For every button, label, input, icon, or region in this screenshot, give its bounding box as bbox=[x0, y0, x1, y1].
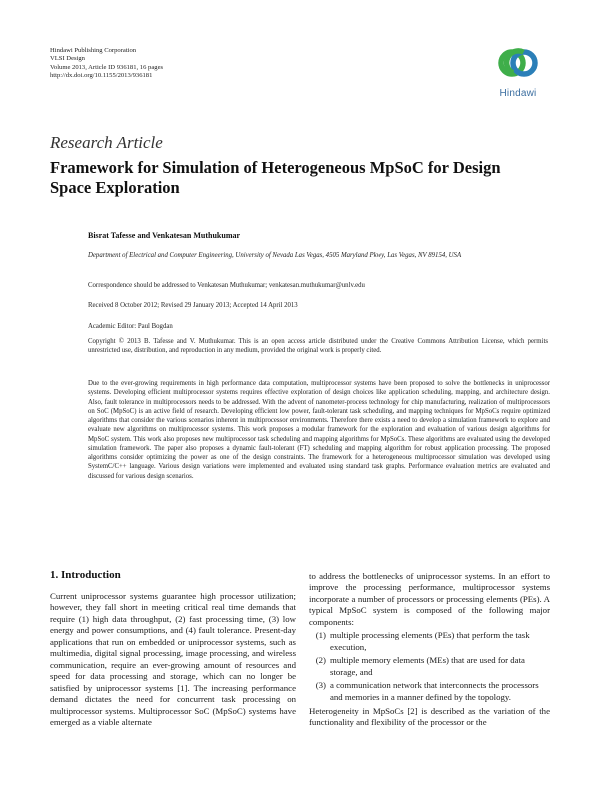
publication-info bbox=[50, 47, 163, 80]
journal-name: VLSI Design bbox=[50, 55, 85, 63]
list-item bbox=[309, 630, 550, 653]
list-item-text: a communication network that interconnects the processors and memories in a manner defined by the topology. bbox=[330, 680, 539, 702]
list-item-number: (2) bbox=[315, 655, 326, 666]
component-list bbox=[309, 630, 550, 703]
intro-paragraph-1: Current uniprocessor systems guarantee high processor utilization; however, they fall short in meeting critical real time demands that require (1) high data throughput, (2) fast processing time, (3) low energy and power consumptions, and (4) fault tolerance. Present-day applications that run on embedded or uniprocessor systems, such as multimedia, digital signal processing, image processing, and wireless communication, require an ever-growing amount of resources and speed for data processing and storage, which can no longer be satisfied by uniprocessor systems [1]. The increasing performance demand dictates the need for concurrent task processing on multiprocessor systems. Multiprocessor SoC (MpSoC) systems have emerged as a viable alternate bbox=[50, 591, 296, 727]
correspondence: Correspondence should be addressed to Venkatesan Muthukumar; venkatesan.muthukumar@unlv.edu bbox=[88, 282, 365, 289]
copyright-notice: Copyright © 2013 B. Tafesse and V. Muthukumar. This is an open access article distributed under the Creative Commons Attribution License, which permits unrestricted use, distribution, and reproduction in any medium, provided the original work is properly cited. bbox=[88, 338, 548, 355]
list-item-text: multiple processing elements (PEs) that perform the task execution, bbox=[330, 630, 530, 652]
authors: Bisrat Tafesse and Venkatesan Muthukumar bbox=[88, 231, 241, 240]
section-title-introduction: 1. Introduction bbox=[50, 569, 121, 581]
left-column bbox=[50, 591, 296, 728]
hindawi-logo[interactable] bbox=[493, 42, 543, 106]
abstract: Due to the ever-growing requirements in high performance data computation, multiprocessor systems have been proposed to solve the bottlenecks in uniprocessor systems. Developing efficient multiprocessor systems requires effective exploration of design choices like application scheduling, mapping, and architecture design. Also, fault tolerance in multiprocessors needs to be addressed. With the advent of nanometer-process technology for chip manufacturing, realization of multiprocessors on SoC (MpSoC) is an active field of research. Developing efficient low power, fault-tolerant task scheduling, and mapping techniques for MpSoCs require optimized algorithms that consider the various scenarios inherent in multiprocessor environments. Therefore there exists a need to develop a simulation framework to explore and evaluate new algorithms on multiprocessor systems. This work proposes a modular framework for the exploration and evaluation of various design algorithms for MpSoC system. This work also proposes new multiprocessor task scheduling and mapping algorithms for MpSoCs. These algorithms are evaluated using the developed simulation framework. The paper also proposes a dynamic fault-tolerant (FT) scheduling and mapping algorithm for robust application processing. The proposed algorithms consider optimizing the power as one of the design constraints. The framework for a heterogeneous multiprocessor simulation was developed using SystemC/C++ language. Various design variations were implemented and evaluated using standard task graphs. Performance evaluation metrics are evaluated and discussed for various design scenarios. bbox=[88, 380, 550, 480]
article-type: Research Article bbox=[50, 133, 163, 152]
intro-paragraph-3: Heterogeneity in MpSoCs [2] is described as the variation of the functionality and flexibility of the processor or the bbox=[309, 705, 550, 728]
affiliation: Department of Electrical and Computer Engineering, University of Nevada Las Vegas, 4505 Maryland Pkwy, Las Vegas, NV 89154, USA bbox=[88, 252, 462, 259]
right-column bbox=[309, 571, 550, 729]
list-item-number: (1) bbox=[315, 630, 326, 641]
volume-info: Volume 2013, Article ID 936181, 16 pages bbox=[50, 63, 164, 71]
list-item-number: (3) bbox=[315, 680, 326, 691]
list-item bbox=[309, 655, 550, 678]
hindawi-logo-icon bbox=[493, 42, 543, 86]
list-item-text: multiple memory elements (MEs) that are used for data storage, and bbox=[330, 655, 525, 677]
article-dates: Received 8 October 2012; Revised 29 January 2013; Accepted 14 April 2013 bbox=[88, 302, 298, 309]
logo-text: Hindawi bbox=[499, 88, 537, 99]
page-title: Framework for Simulation of Heterogeneous MpSoC for Design Space Exploration bbox=[50, 158, 501, 197]
publisher-name: Hindawi Publishing Corporation bbox=[50, 47, 137, 54]
list-item bbox=[309, 680, 550, 703]
doi-link[interactable]: http://dx.doi.org/10.1155/2013/936181 bbox=[50, 71, 153, 79]
intro-paragraph-2: to address the bottlenecks of uniprocessor systems. In an effort to improve the processing performance, multiprocessor systems incorporate a number of processors or processing elements (PEs). A typical MpSoC system is composed of the following major components: bbox=[309, 571, 550, 627]
academic-editor: Academic Editor: Paul Bogdan bbox=[88, 323, 173, 330]
